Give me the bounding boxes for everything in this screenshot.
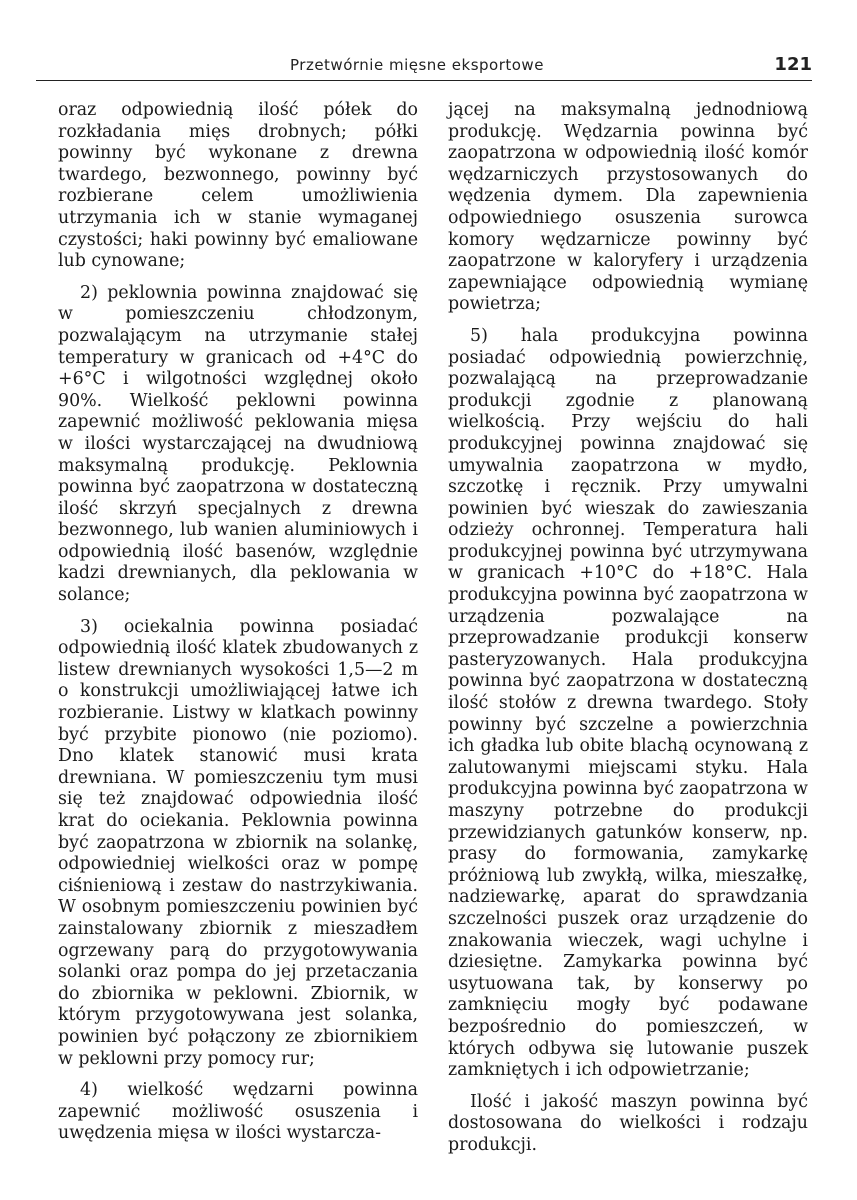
- running-header: [36, 52, 812, 81]
- paragraph-pickling-room: 2) peklownia powinna znajdować się w pomieszczeniu chłodzonym, pozwalającym na utrzymanie stałej temperatury w granicach od +4°C do +6°C i wilgotności względnej około 90%. Wielkość peklowni powinna zapewnić możliwość peklowania mięsa w ilości wystarczającej na dwudniową maksymalną produkcję. Peklownia powinna być zaopatrzona w dostateczną ilość skrzyń specjalnych z drewna bezwonnego, lub wanien aluminiowych i odpowiednią ilość basenów, względnie kadzi drewnianych, dla peklowania w solance;: [58, 282, 418, 606]
- left-column: [58, 100, 418, 1155]
- paragraph-shelves: oraz odpowiednią ilość półek do rozkładania mięs drobnych; półki powinny być wykonane z drewna twardego, bezwonnego, powinny być rozbierane celem umożliwienia utrzymania ich w stanie wymaganej czystości; haki powinny być emaliowane lub cynowane;: [58, 100, 418, 272]
- paragraph-machines: Ilość i jakość maszyn powinna być dostosowana do wielkości i rodzaju produkcji.: [448, 1091, 808, 1155]
- paragraph-draining-room: 3) ociekalnia powinna posiadać odpowiednią ilość klatek zbudowanych z listew drewnianych wysokości 1,5—2 m o konstrukcji umożliwiającej łatwe ich rozbieranie. Listwy w klatkach powinny być przybite pionowo (nie poziomo). Dno klatek stanowić musi krata drewniana. W pomieszczeniu tym musi się też znajdować odpowiednia ilość krat do ociekania. Peklownia powinna być zaopatrzona w zbiornik na solankę, odpowiedniej wielkości oraz w pompę ciśnieniową i zestaw do nastrzykiwania. W osobnym pomieszczeniu powinien być zainstalowany zbiornik z mieszadłem ogrzewany parą do przygotowywania solanki oraz pompa do jej przetaczania do zbiornika w peklowni. Zbiornik, w którym przygotowywana jest solanka, powinien być połączony ze zbiornikiem w peklowni przy pomocy rur;: [58, 616, 418, 1069]
- page-number: 121: [774, 54, 812, 75]
- running-title: Przetwórnie mięsne eksportowe: [290, 56, 544, 74]
- paragraph-production-hall: 5) hala produkcyjna powinna posiadać odpowiednią powierzchnię, pozwalającą na przeprowadzanie produkcji zgodnie z planowaną wielkością. Przy wejściu do hali produkcyjnej powinna znajdować się umywalnia zaopatrzona w mydło, szczotkę i ręcznik. Przy umywalni powinien być wieszak do zawieszania odzieży ochronnej. Temperatura hali produkcyjnej powinna być utrzymywana w granicach +10°C do +18°C. Hala produkcyjna powinna być zaopatrzona w urządzenia pozwalające na przeprowadzanie produkcji konserw pasteryzowanych. Hala produkcyjna powinna być zaopatrzona w dostateczną ilość stołów z drewna twardego. Stoły powinny być szczelne a powierzchnia ich gładka lub obite blachą ocynowaną z zalutowanymi miejscami styku. Hala produkcyjna powinna być zaopatrzona w maszyny potrzebne do produkcji przewidzianych gatunków konserw, np. prasy do formowania, zamykarkę próżniową lub zwykłą, wilka, mieszałkę, nadziewarkę, aparat do sprawdzania szczelności puszek oraz urządzenie do znakowania wieczek, wagi uchylne i dziesiętne. Zamykarka powinna być usytuowana tak, by konserwy po zamknięciu mogły być podawane bezpośrednio do pomieszczeń, w których odbywa się lutowanie puszek zamkniętych i ich odpowietrzanie;: [448, 325, 808, 1081]
- right-column: [448, 100, 808, 1167]
- paragraph-smokehouse-continued: jącej na maksymalną jednodniową produkcję. Wędzarnia powinna być zaopatrzona w odpowiednią ilość komór wędzarniczych przystosowanych do wędzenia dymem. Dla zapewnienia odpowiedniego osuszenia surowca komory wędzarnicze powinny być zaopatrzone w kaloryfery i urządzenia zapewniające odpowiednią wymianę powietrza;: [448, 100, 808, 315]
- paragraph-smokehouse: 4) wielkość wędzarni powinna zapewnić możliwość osuszenia i uwędzenia mięsa w ilości wystarcza-: [58, 1080, 418, 1144]
